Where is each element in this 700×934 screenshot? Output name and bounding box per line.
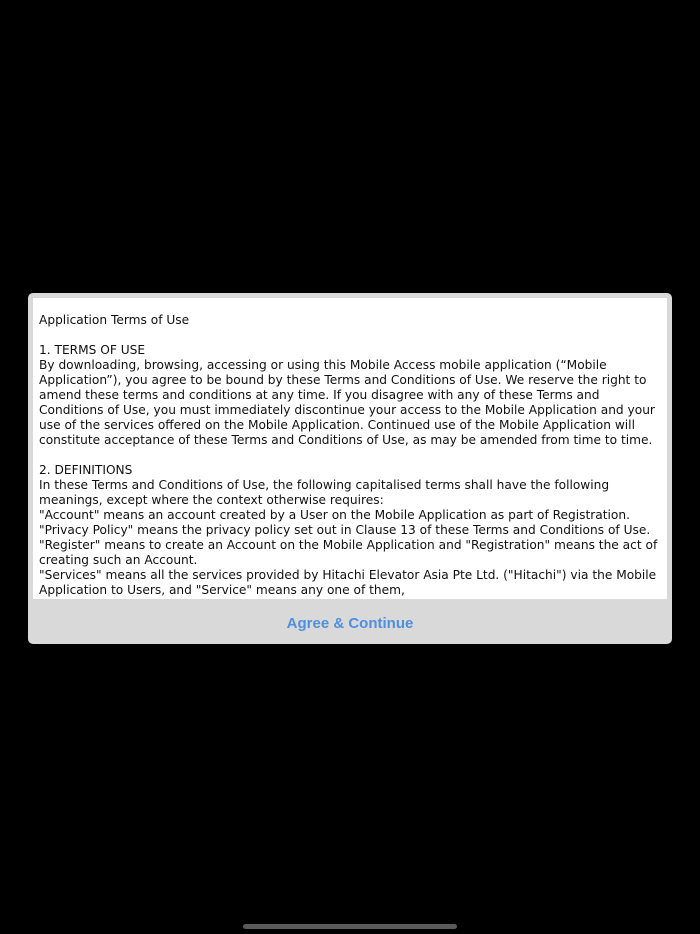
terms-dialog [28, 293, 672, 644]
terms-text-view[interactable] [33, 298, 667, 599]
home-indicator[interactable] [243, 924, 457, 929]
section-2-heading: 2. DEFINITIONS [39, 463, 133, 477]
section-2-intro: In these Terms and Conditions of Use, the following capitalised terms shall have the following meanings, except where the context otherwise requires: [39, 478, 610, 507]
terms-title: Application Terms of Use [39, 313, 190, 327]
section-1-heading: 1. TERMS OF USE [39, 343, 146, 357]
section-1-body: By downloading, browsing, accessing or using this Mobile Access mobile application (“Mobile Application”), you agree to be bound by these Terms and Conditions of Use. We reserve the right to amend these terms and conditions at any time. If you disagree with any of these Terms and Conditions of Use, you must immediately discontinue your access to the Mobile Application and your use of the services offered on the Mobile Application. Continued use of the Mobile Application will constitute acceptance of these Terms and Conditions of Use, as may be amended from time to time. [39, 358, 655, 447]
definition-register: "Register" means to create an Account on the Mobile Application and "Registration" means the act of creating such an Account. [39, 538, 658, 567]
definition-privacy-policy: "Privacy Policy" means the privacy policy set out in Clause 13 of these Terms and Conditions of Use. [39, 523, 651, 537]
definition-account: "Account" means an account created by a User on the Mobile Application as part of Registration. [39, 508, 630, 522]
agree-continue-button[interactable]: Agree & Continue [28, 604, 672, 644]
spacer [39, 448, 661, 463]
spacer [39, 328, 661, 343]
definition-services: "Services" means all the services provided by Hitachi Elevator Asia Pte Ltd. ("Hitachi") via the Mobile Application to Users, and "Service" means any one of them, [39, 568, 657, 597]
